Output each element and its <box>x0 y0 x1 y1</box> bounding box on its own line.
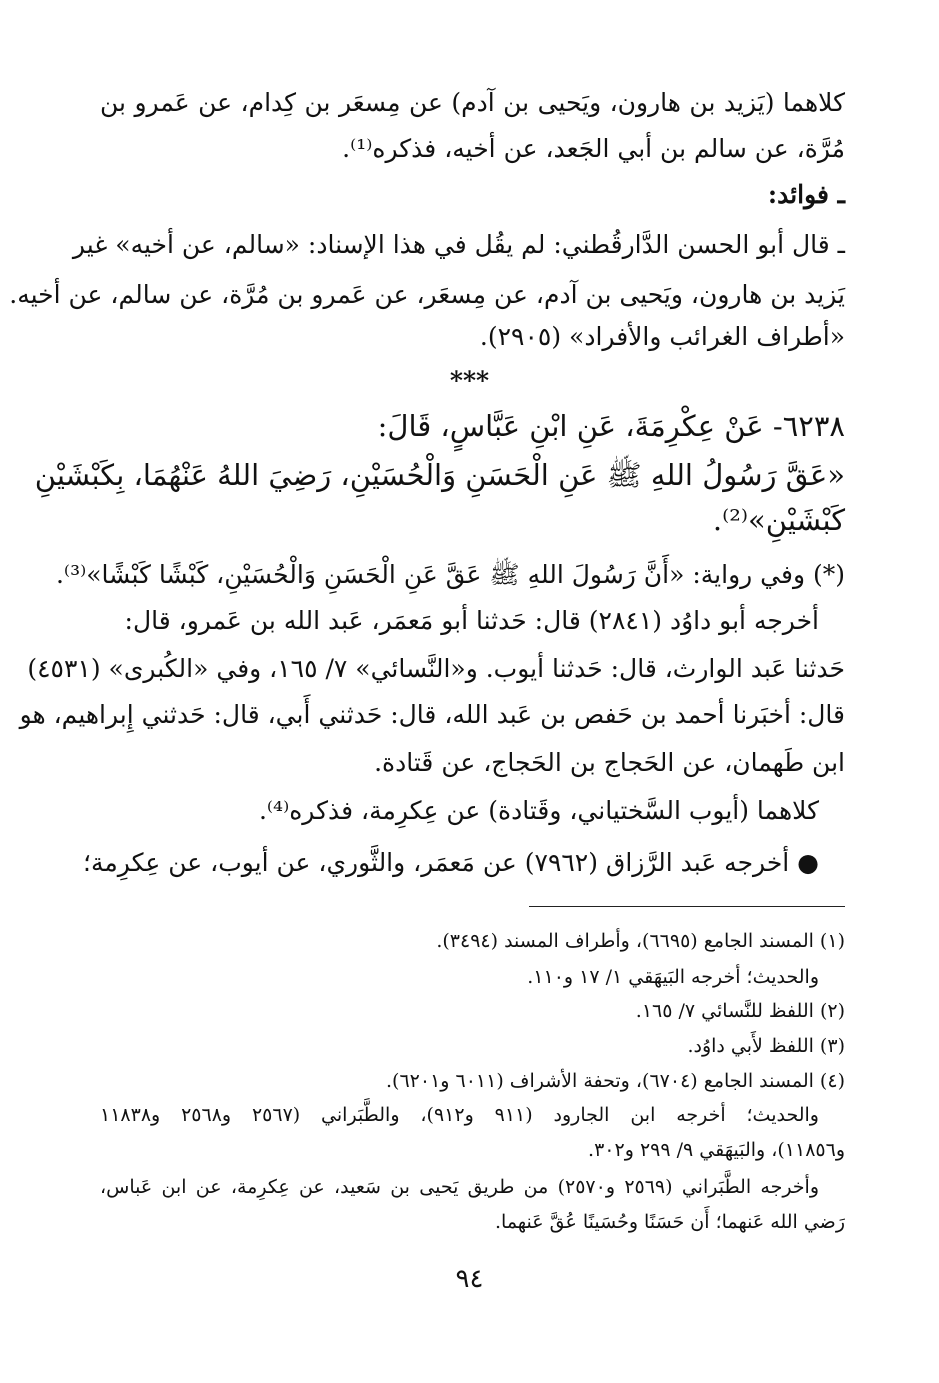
bullet-line: ● أخرجه عَبد الرَّزاق (٧٩٦٢) عن مَعمَر، والثَّوري، عن أيوب، عن عِكرِمة؛ <box>83 848 819 877</box>
footnote-2: (٢) اللفظ للنَّسائي ٧/ ١٦٥. <box>635 1000 845 1022</box>
hadith-number-and-isnad: ٦٢٣٨- عَنْ عِكْرِمَةَ، عَنِ ابْنِ عَبَّاسٍ، قَالَ: <box>377 409 845 443</box>
takhrij-line-2: حَدثنا عَبد الوارث، قال: حَدثنا أيوب. و«النَّسائي» ٧/ ١٦٥، وفي «الكُبرى» (٤٥٣١) <box>27 654 845 683</box>
footnote-divider <box>529 906 845 907</box>
footnote-4-line-4: وأخرجه الطَّبَراني (٢٥٦٩ و٢٥٧٠) من طريق يَحيى بن سَعيد، عن عِكرِمة، عن ابن عَباس، <box>100 1176 819 1198</box>
takhrij-line-1: أخرجه أبو داوُد (٢٨٤١) قال: حَدثنا أبو مَعمَر، عَبد الله بن عَمرو، قال: <box>124 606 819 635</box>
riwaya-line: (*) وفي رواية: «أَنَّ رَسُولَ اللهِ ﷺ عَقَّ عَنِ الْحَسَنِ وَالْحُسَيْنِ، كَبْشًا كَبْشًا»⁽³⁾. <box>55 560 845 589</box>
footnote-1-continuation: والحديث؛ أخرجه البَيهَقي ١/ ١٧ و١١٠. <box>527 966 819 988</box>
takhrij-line-3: قال: أخبَرنا أحمد بن حَفص بن عَبد الله، قال: حَدثني أَبي، قال: حَدثني إِبراهيم، هو <box>19 700 845 729</box>
footnote-4-line-2: والحديث؛ أخرجه ابن الجارود (٩١١ و٩١٢)، والطَّبَراني (٢٥٦٧ و٢٥٦٨ و١١٨٣٨ <box>100 1104 819 1126</box>
section-separator-stars: *** <box>449 366 490 395</box>
footnote-4-line-5: رَضي الله عَنهما؛ أَن حَسَنًا وحُسَينًا عُقَّ عَنهما. <box>494 1211 845 1233</box>
takhrij-line-4: ابن طَهمان، عن الحَجاج بن الحَجاج، عن قَتادة. <box>374 748 845 777</box>
body-line-1: كلاهما (يَزيد بن هارون، ويَحيى بن آدم) عن مِسعَر بن كِدام، عن عَمرو بن <box>100 88 845 117</box>
footnote-1: (١) المسند الجامع (٦٦٩٥)، وأطراف المسند (٣٤٩٤). <box>436 930 845 952</box>
footnote-4-line-3: و١١٨٥٦)، والبَيهَقي ٩/ ٢٩٩ و٣٠٢. <box>588 1139 845 1161</box>
body-line-4: ـ قال أبو الحسن الدَّارقُطني: لم يقُل في هذا الإسناد: «سالم، عن أخيه» غير <box>72 230 845 259</box>
hadith-matn-line-2: كَبْشَيْنِ»⁽²⁾. <box>712 503 845 537</box>
page-number: ٩٤ <box>455 1264 484 1294</box>
footnote-4: (٤) المسند الجامع (٦٧٠٤)، وتحفة الأشراف (٦٠١١ و٦٢٠١). <box>386 1070 845 1092</box>
body-line-5: يَزيد بن هارون، ويَحيى بن آدم، عن مِسعَر، عن عَمرو بن مُرَّة، عن سالم، عن أخيه. <box>9 280 845 309</box>
hadith-matn-line-1: «عَقَّ رَسُولُ اللهِ ﷺ عَنِ الْحَسَنِ وَالْحُسَيْنِ، رَضِيَ اللهُ عَنْهُمَا، بِكَبْشَيْنِ <box>34 458 845 492</box>
footnote-3: (٣) اللفظ لأَبي داوُد. <box>687 1035 845 1057</box>
body-line-2: مُرَّة، عن سالم بن أبي الجَعد، عن أخيه، فذكره⁽¹⁾. <box>342 134 845 163</box>
takhrij-line-5: كلاهما (أيوب السَّختياني، وقَتادة) عن عِكرِمة، فذكره⁽⁴⁾. <box>258 796 819 825</box>
body-line-6: «أطراف الغرائب والأفراد» (٢٩٠٥). <box>479 322 845 351</box>
section-heading-fawaid: ـ فوائد: <box>767 180 845 209</box>
